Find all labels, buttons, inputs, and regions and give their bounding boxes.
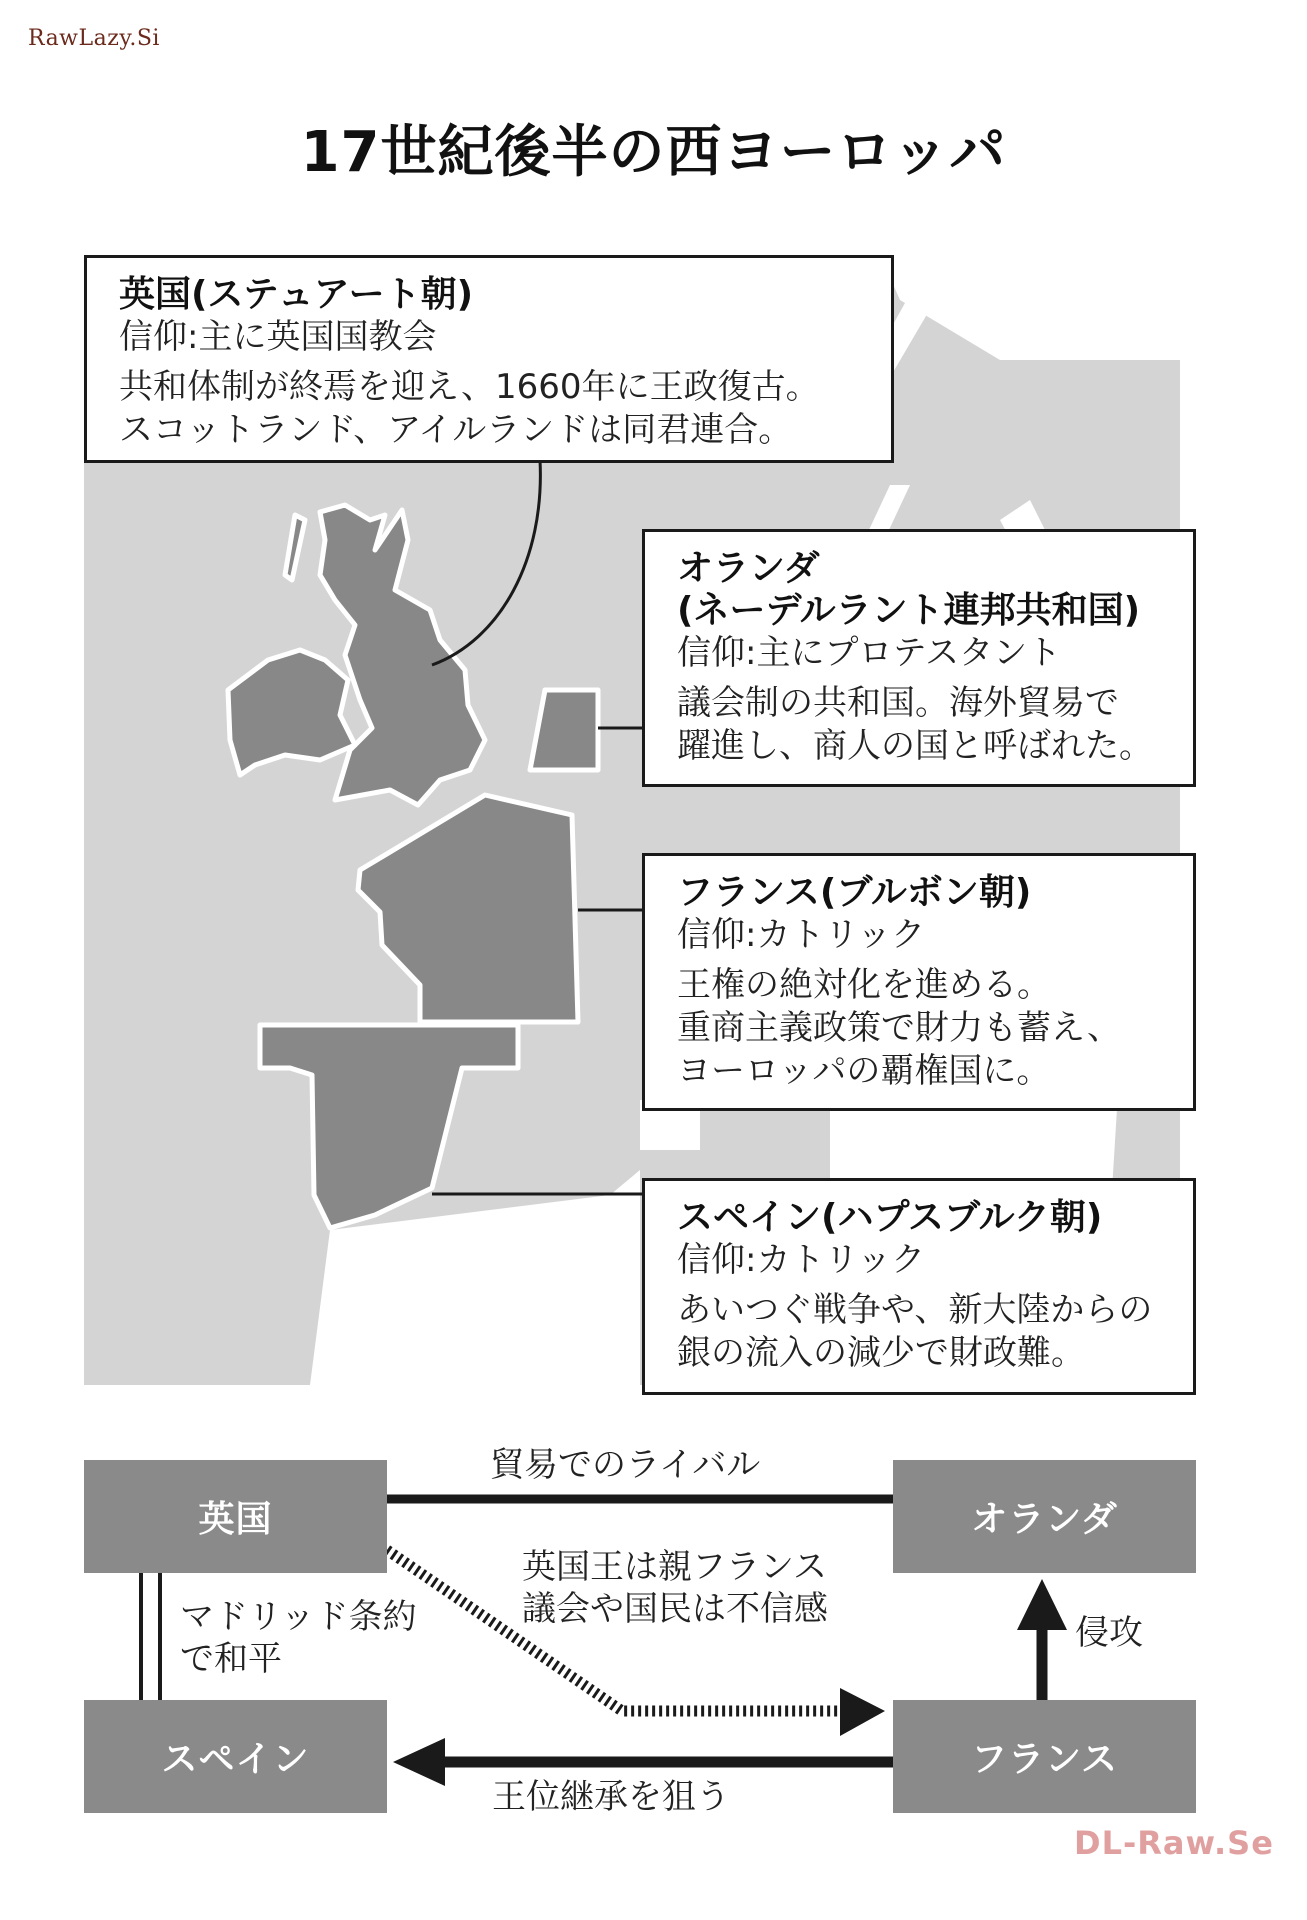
netherlands-desc-line: 躍進し、商人の国と呼ばれた。	[677, 726, 1153, 766]
netherlands-title: オランダ	[677, 548, 820, 589]
england-title: 英国(ステュアート朝)	[119, 274, 474, 315]
label-pro-france-line: 議会や国民は不信感	[522, 1589, 828, 1629]
node-france: フランス	[893, 1700, 1196, 1813]
node-england: 英国	[84, 1460, 387, 1573]
invasion-arrowhead	[1017, 1579, 1067, 1630]
label-madrid-treaty	[180, 1596, 417, 1680]
england-desc-line: スコットランド、アイルランドは同君連合。	[119, 410, 793, 450]
page-title: 17世紀後半の西ヨーロッパ	[300, 120, 1007, 185]
label-pro-france-line: 英国王は親フランス	[522, 1547, 827, 1587]
watermark-top-left: RawLazy.Si	[28, 26, 160, 51]
england-description	[119, 366, 869, 452]
info-box-spain	[642, 1178, 1196, 1395]
france-faith: 信仰:カトリック	[677, 915, 926, 955]
label-trade-rival: 貿易でのライバル	[490, 1445, 761, 1485]
spain-description	[677, 1289, 1171, 1375]
england-faith: 信仰:主に英国国教会	[119, 317, 437, 357]
spain-desc-line: 銀の流入の減少で財政難。	[677, 1333, 1085, 1373]
info-box-netherlands	[642, 529, 1196, 787]
info-box-france	[642, 853, 1196, 1111]
france-title: フランス(ブルボン朝)	[677, 872, 1032, 913]
france-description	[677, 964, 1171, 1093]
succession-arrowhead	[393, 1738, 445, 1786]
netherlands-desc-line: 議会制の共和国。海外貿易で	[677, 683, 1119, 723]
spain-faith: 信仰:カトリック	[677, 1240, 926, 1280]
france-desc-line: 王権の絶対化を進める。	[677, 965, 1051, 1005]
netherlands-description	[677, 682, 1171, 768]
netherlands-faith: 信仰:主にプロテスタント	[677, 633, 1062, 673]
node-spain: スペイン	[84, 1700, 387, 1813]
pro-france-arrowhead	[840, 1688, 885, 1736]
france-desc-line: 重商主義政策で財力も蓄え、	[677, 1008, 1122, 1048]
spain-title: スペイン(ハプスブルク朝)	[677, 1197, 1103, 1238]
label-invasion: 侵攻	[1075, 1613, 1143, 1653]
node-netherlands: オランダ	[893, 1460, 1196, 1573]
spain-desc-line: あいつぐ戦争や、新大陸からの	[677, 1290, 1153, 1330]
netherlands-title-line2: (ネーデルラント連邦共和国)	[677, 590, 1141, 631]
label-madrid-treaty-line: で和平	[180, 1639, 282, 1679]
label-succession: 王位継承を狙う	[492, 1777, 730, 1817]
label-madrid-treaty-line: マドリッド条約	[180, 1597, 417, 1637]
france-desc-line: ヨーロッパの覇権国に。	[677, 1051, 1051, 1091]
label-pro-france	[522, 1546, 828, 1630]
watermark-bottom-right: DL-Raw.Se	[1074, 1824, 1274, 1862]
info-box-england	[84, 255, 894, 463]
england-desc-line: 共和体制が終焉を迎え、1660年に王政復古。	[119, 367, 820, 407]
